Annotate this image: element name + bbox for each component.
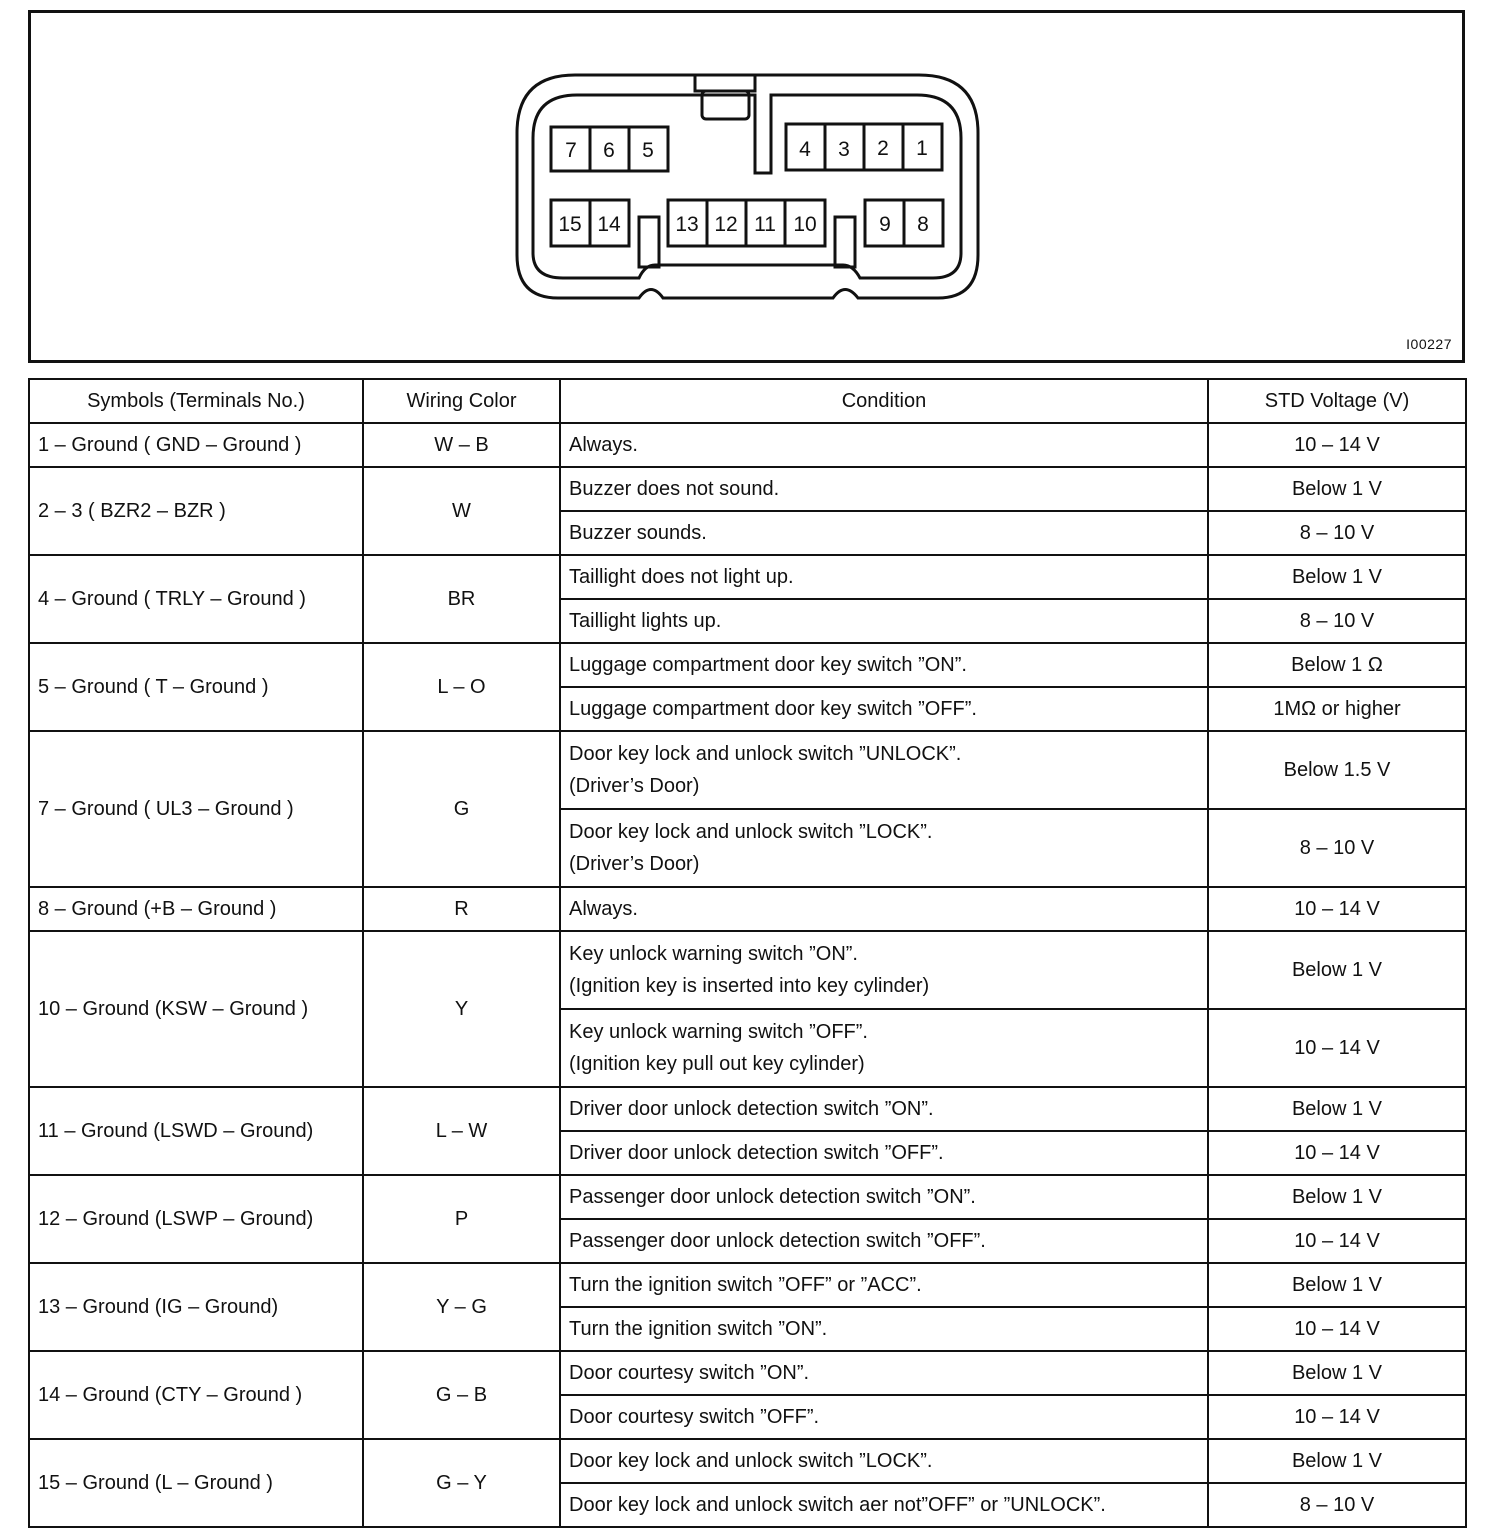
condition-cell	[560, 555, 1208, 599]
condition-cell	[560, 731, 1208, 809]
terminal-symbol-cell: 14 – Ground (CTY – Ground )	[29, 1351, 363, 1439]
table-row	[29, 467, 1466, 511]
condition-text: Buzzer sounds.	[569, 522, 707, 544]
header-condition: Condition	[560, 379, 1208, 423]
wiring-color-cell: L – W	[363, 1087, 560, 1175]
condition-note: (Ignition key is inserted into key cylinder)	[569, 975, 930, 997]
terminal-symbol-cell: 11 – Ground (LSWD – Ground)	[29, 1087, 363, 1175]
std-voltage-cell: Below 1 Ω	[1208, 643, 1466, 687]
std-voltage-cell: 10 – 14 V	[1208, 423, 1466, 467]
condition-text: Taillight lights up.	[569, 610, 722, 632]
figure-code: I00227	[1406, 336, 1452, 352]
terminal-symbol-cell: 2 – 3 ( BZR2 – BZR )	[29, 467, 363, 555]
condition-text: Door courtesy switch ”OFF”.	[569, 1406, 820, 1428]
condition-text: Luggage compartment door key switch ”OFF”.	[569, 698, 977, 720]
pin-label: 3	[838, 138, 850, 161]
std-voltage-cell: Below 1 V	[1208, 1087, 1466, 1131]
condition-cell	[560, 887, 1208, 931]
table-row	[29, 731, 1466, 809]
condition-cell	[560, 1307, 1208, 1351]
table-body	[29, 423, 1466, 1527]
header-symbols: Symbols (Terminals No.)	[29, 379, 363, 423]
pin-label: 9	[879, 213, 891, 236]
std-voltage-cell: Below 1 V	[1208, 1263, 1466, 1307]
std-voltage-cell: Below 1 V	[1208, 1439, 1466, 1483]
header-std-voltage: STD Voltage (V)	[1208, 379, 1466, 423]
terminal-symbol-cell: 8 – Ground (+B – Ground )	[29, 887, 363, 931]
pin-label: 11	[754, 213, 776, 236]
condition-text: Door courtesy switch ”ON”.	[569, 1362, 810, 1384]
connector-inner-outline	[533, 95, 961, 278]
table-row	[29, 1351, 1466, 1395]
std-voltage-cell: 10 – 14 V	[1208, 1131, 1466, 1175]
wiring-color-cell: Y – G	[363, 1263, 560, 1351]
std-voltage-cell: Below 1 V	[1208, 1175, 1466, 1219]
table-row	[29, 423, 1466, 467]
std-voltage-cell: 8 – 10 V	[1208, 1483, 1466, 1527]
wiring-color-cell: BR	[363, 555, 560, 643]
condition-text: Passenger door unlock detection switch ”ON”.	[569, 1186, 976, 1208]
pin-label: 13	[675, 213, 699, 236]
connector-diagram-panel	[28, 10, 1465, 363]
terminal-symbol-cell: 13 – Ground (IG – Ground)	[29, 1263, 363, 1351]
terminal-voltage-table	[28, 378, 1467, 1528]
condition-text: Turn the ignition switch ”OFF” or ”ACC”.	[569, 1274, 922, 1296]
wiring-color-cell: W – B	[363, 423, 560, 467]
condition-cell	[560, 1175, 1208, 1219]
std-voltage-cell: 8 – 10 V	[1208, 809, 1466, 887]
std-voltage-cell: 10 – 14 V	[1208, 1219, 1466, 1263]
connector-lock-tab	[695, 75, 755, 91]
wiring-color-cell: G – B	[363, 1351, 560, 1439]
table-row	[29, 1087, 1466, 1131]
table-row	[29, 1263, 1466, 1307]
connector-face-drawing	[31, 13, 1462, 360]
table-row	[29, 1439, 1466, 1483]
condition-text: Buzzer does not sound.	[569, 478, 780, 500]
condition-text: Driver door unlock detection switch ”ON”.	[569, 1098, 934, 1120]
table-row	[29, 887, 1466, 931]
condition-note: (Ignition key pull out key cylinder)	[569, 1053, 865, 1075]
std-voltage-cell: Below 1.5 V	[1208, 731, 1466, 809]
pin-label: 1	[916, 137, 928, 160]
terminal-symbol-cell: 7 – Ground ( UL3 – Ground )	[29, 731, 363, 887]
terminal-symbol-cell: 12 – Ground (LSWP – Ground)	[29, 1175, 363, 1263]
condition-text: Luggage compartment door key switch ”ON”.	[569, 654, 967, 676]
wiring-color-cell: G	[363, 731, 560, 887]
table-row	[29, 931, 1466, 1009]
condition-text: Always.	[569, 434, 638, 456]
connector-key-right	[835, 217, 855, 267]
condition-cell	[560, 467, 1208, 511]
condition-cell	[560, 1395, 1208, 1439]
condition-text: Taillight does not light up.	[569, 566, 794, 588]
condition-cell	[560, 687, 1208, 731]
condition-text: Always.	[569, 898, 638, 920]
pin-label: 8	[917, 213, 929, 236]
terminal-symbol-cell: 15 – Ground (L – Ground )	[29, 1439, 363, 1527]
wiring-color-cell: Y	[363, 931, 560, 1087]
terminal-symbol-cell: 4 – Ground ( TRLY – Ground )	[29, 555, 363, 643]
pin-label: 5	[642, 139, 654, 162]
condition-cell	[560, 1131, 1208, 1175]
condition-text: Door key lock and unlock switch aer not”OFF” or ”UNLOCK”.	[569, 1494, 1106, 1516]
condition-text: Door key lock and unlock switch ”LOCK”.	[569, 821, 933, 843]
pin-label: 7	[565, 139, 577, 162]
condition-cell	[560, 809, 1208, 887]
header-wiring-color: Wiring Color	[363, 379, 560, 423]
condition-cell	[560, 1087, 1208, 1131]
wiring-color-cell: P	[363, 1175, 560, 1263]
condition-text: Turn the ignition switch ”ON”.	[569, 1318, 828, 1340]
std-voltage-cell: Below 1 V	[1208, 467, 1466, 511]
std-voltage-cell: 10 – 14 V	[1208, 1009, 1466, 1087]
condition-cell	[560, 1009, 1208, 1087]
pin-label: 15	[558, 213, 582, 236]
condition-text: Door key lock and unlock switch ”LOCK”.	[569, 1450, 933, 1472]
table-header-row	[29, 379, 1466, 423]
std-voltage-cell: 1MΩ or higher	[1208, 687, 1466, 731]
std-voltage-cell: 10 – 14 V	[1208, 1395, 1466, 1439]
condition-cell	[560, 643, 1208, 687]
terminal-symbol-cell: 1 – Ground ( GND – Ground )	[29, 423, 363, 467]
std-voltage-cell: Below 1 V	[1208, 555, 1466, 599]
condition-text: Key unlock warning switch ”ON”.	[569, 943, 858, 965]
wiring-color-cell: R	[363, 887, 560, 931]
wiring-color-cell: W	[363, 467, 560, 555]
pin-label: 4	[799, 138, 811, 161]
table-row	[29, 643, 1466, 687]
std-voltage-cell: 10 – 14 V	[1208, 1307, 1466, 1351]
condition-cell	[560, 599, 1208, 643]
condition-note: (Driver’s Door)	[569, 775, 700, 797]
condition-cell	[560, 1483, 1208, 1527]
pin-label: 14	[597, 213, 621, 236]
condition-cell	[560, 1439, 1208, 1483]
condition-cell	[560, 1263, 1208, 1307]
pin-label: 12	[714, 213, 738, 236]
table-row	[29, 555, 1466, 599]
condition-text: Door key lock and unlock switch ”UNLOCK”.	[569, 743, 962, 765]
condition-cell	[560, 511, 1208, 555]
pin-label: 10	[793, 213, 817, 236]
table-row	[29, 1175, 1466, 1219]
std-voltage-cell: Below 1 V	[1208, 1351, 1466, 1395]
terminal-symbol-cell: 10 – Ground (KSW – Ground )	[29, 931, 363, 1087]
std-voltage-cell: 8 – 10 V	[1208, 599, 1466, 643]
std-voltage-cell: 10 – 14 V	[1208, 887, 1466, 931]
connector-key-left	[639, 217, 659, 267]
condition-cell	[560, 931, 1208, 1009]
wiring-color-cell: G – Y	[363, 1439, 560, 1527]
pin-label: 6	[603, 139, 615, 162]
std-voltage-cell: Below 1 V	[1208, 931, 1466, 1009]
condition-cell	[560, 423, 1208, 467]
condition-cell	[560, 1219, 1208, 1263]
pin-label: 2	[877, 137, 889, 160]
condition-text: Driver door unlock detection switch ”OFF”.	[569, 1142, 944, 1164]
condition-cell	[560, 1351, 1208, 1395]
condition-text: Key unlock warning switch ”OFF”.	[569, 1021, 868, 1043]
wiring-color-cell: L – O	[363, 643, 560, 731]
condition-text: Passenger door unlock detection switch ”OFF”.	[569, 1230, 986, 1252]
std-voltage-cell: 8 – 10 V	[1208, 511, 1466, 555]
condition-note: (Driver’s Door)	[569, 853, 700, 875]
terminal-symbol-cell: 5 – Ground ( T – Ground )	[29, 643, 363, 731]
